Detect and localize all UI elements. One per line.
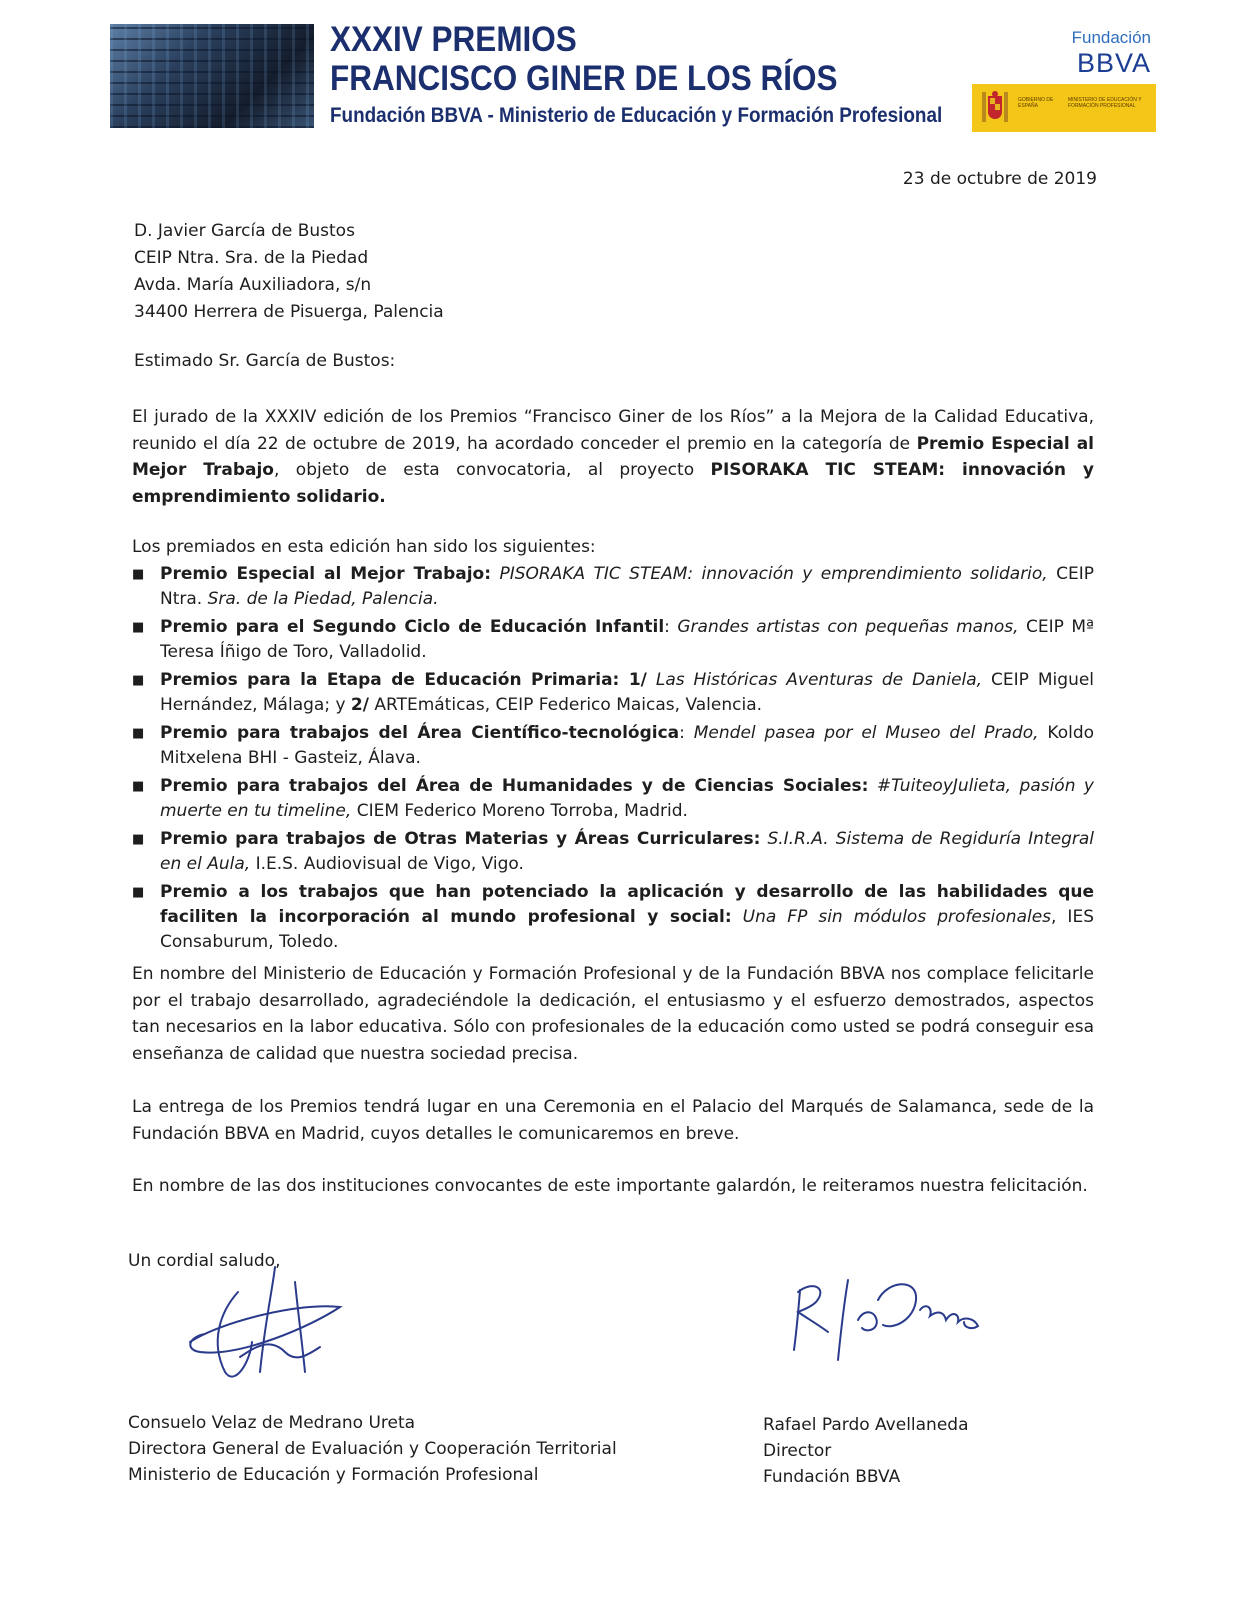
award-category: Premio para trabajos de Otras Materias y Áreas Curriculares: <box>160 829 761 849</box>
award-school-2: ARTEmáticas, CEIP Federico Maicas, Valencia. <box>374 695 763 715</box>
ministerio-text: MINISTERIO DE EDUCACIÓN Y FORMACIÓN PROFESIONAL <box>1068 97 1142 109</box>
intro-paragraph <box>132 404 1094 510</box>
award-project: Las Históricas Aventuras de Daniela, <box>655 670 983 690</box>
recipient-address <box>134 218 444 326</box>
address-line: CEIP Ntra. Sra. de la Piedad <box>134 248 369 268</box>
fundacion-label: Fundación <box>1071 28 1151 47</box>
list-item <box>132 615 1094 665</box>
closing-greeting: Un cordial saludo, <box>128 1251 281 1271</box>
signer-right <box>763 1412 969 1490</box>
ceremony-paragraph: La entrega de los Premios tendrá lugar en una Ceremonia en el Palacio del Marqués de Salamanca, sede de la Fundación BBVA en Madrid, cuyos detalles le comunicaremos en breve. <box>132 1097 1094 1144</box>
gobierno-espana-logo <box>972 84 1156 132</box>
list-item <box>132 668 1094 718</box>
address-line: Avda. María Auxiliadora, s/n <box>134 275 372 295</box>
award-project: S.I.R.A. Sistema de Regiduría Integral en el Aula, <box>160 829 1094 874</box>
award-school-italic: Sra. de la Piedad, Palencia. <box>207 589 439 609</box>
bullet-icon: ■ <box>132 673 145 688</box>
awards-list-intro: Los premiados en esta edición han sido los siguientes: <box>132 537 596 557</box>
award-school: CIEM Federico Moreno Torroba, Madrid. <box>356 801 688 821</box>
award-school: CEIP Mª Teresa Íñigo de Toro, Valladolid. <box>160 617 1094 662</box>
award-category: Premio para el Segundo Ciclo de Educación Infantil <box>160 617 665 637</box>
award-number: 2/ <box>350 695 369 715</box>
award-school: CEIP Ntra. <box>160 564 1095 609</box>
coat-of-arms-icon <box>978 88 1012 128</box>
closing-paragraph: En nombre de las dos instituciones convocantes de este importante galardón, le reiteramos nuestra felicitación. <box>132 1176 1088 1196</box>
award-school: , IES Consaburum, Toledo. <box>160 907 1094 952</box>
address-line: D. Javier García de Bustos <box>134 221 355 241</box>
bullet-icon: ■ <box>132 620 145 635</box>
award-category: Premio a los trabajos que han potenciado la aplicación y desarrollo de las habilidades que faciliten la incorporación al mundo profesional y social: <box>160 882 1094 927</box>
award-project: PISORAKA TIC STEAM: innovación y emprendimiento solidario, <box>499 564 1048 584</box>
list-item <box>132 721 1094 771</box>
award-school: CEIP Miguel Hernández, Málaga; y <box>160 670 1095 715</box>
signer-left <box>128 1410 617 1488</box>
award-project: Mendel pasea por el Museo del Prado, <box>693 723 1039 743</box>
intro-bold-category: Premio Especial al Mejor Trabajo <box>132 433 1094 480</box>
award-project: #TuiteoyJulieta, pasión y muerte en tu timeline, <box>160 776 1094 821</box>
bullet-icon: ■ <box>132 779 145 794</box>
signer-name: Rafael Pardo Avellaneda <box>763 1415 969 1435</box>
fundacion-bbva-logo <box>1072 28 1151 78</box>
award-title-line-1: XXXIV PREMIOS <box>330 20 577 59</box>
signature-left <box>180 1262 350 1392</box>
award-subtitle: Fundación BBVA - Ministerio de Educación y Formación Profesional <box>330 104 943 127</box>
award-category: Premios para la Etapa de Educación Primaria: 1/ <box>160 670 647 690</box>
intro-bold-project: PISORAKA TIC STEAM: innovación y emprendimiento solidario. <box>132 460 1094 507</box>
letter-date: 23 de octubre de 2019 <box>902 169 1097 189</box>
award-project: Una FP sin módulos profesionales <box>742 907 1052 927</box>
signer-role: Director <box>763 1441 832 1461</box>
award-project: Grandes artistas con pequeñas manos, <box>677 617 1019 637</box>
award-title-line-2: FRANCISCO GINER DE LOS RÍOS <box>330 59 838 98</box>
list-item <box>132 880 1094 955</box>
header-banner-image <box>110 24 314 128</box>
salutation: Estimado Sr. García de Bustos: <box>134 351 396 371</box>
signer-org: Fundación BBVA <box>763 1467 901 1487</box>
bullet-icon: ■ <box>132 726 145 741</box>
awards-list <box>132 562 1094 958</box>
signer-org: Ministerio de Educación y Formación Profesional <box>128 1465 539 1485</box>
award-category: Premio para trabajos del Área Científico-tecnológica <box>160 723 680 743</box>
award-school: Koldo Mitxelena BHI - Gasteiz, Álava. <box>160 723 1095 768</box>
signature-right <box>788 1270 988 1370</box>
gobierno-text: GOBIERNO DE ESPAÑA <box>1018 97 1054 109</box>
award-school: I.E.S. Audiovisual de Vigo, Vigo. <box>255 854 524 874</box>
bullet-icon: ■ <box>132 567 145 582</box>
award-colon: : <box>679 723 685 743</box>
bbva-label: BBVA <box>1076 48 1151 78</box>
signer-name: Consuelo Velaz de Medrano Ureta <box>128 1413 416 1433</box>
intro-text: , objeto de esta convocatoria, al proyecto <box>273 460 711 480</box>
bullet-icon: ■ <box>132 832 145 847</box>
intro-text: El jurado de la XXXIV edición de los Premios “Francisco Giner de los Ríos” a la Mejora de la Calidad Educativa, reunido el día 22 de octubre de 2019, ha acordado conceder el premio en la categoría de <box>132 407 1094 454</box>
list-item <box>132 562 1094 612</box>
congratulation-paragraph: En nombre del Ministerio de Educación y Formación Profesional y de la Fundación BBVA nos complace felicitarle por el trabajo desarrollado, agradeciéndole la dedicación, el entusiasmo y el esfuerzo demostrados, aspectos tan necesarios en la labor educativa. Sólo con profesionales de la educación como usted se podrá conseguir esa enseñanza de calidad que nuestra sociedad precisa. <box>132 964 1094 1064</box>
signer-role: Directora General de Evaluación y Cooperación Territorial <box>128 1439 617 1459</box>
address-line: 34400 Herrera de Pisuerga, Palencia <box>134 302 444 322</box>
award-category: Premio Especial al Mejor Trabajo: <box>160 564 492 584</box>
award-colon: : <box>664 617 670 637</box>
list-item <box>132 774 1094 824</box>
list-item <box>132 827 1094 877</box>
award-title <box>330 20 894 98</box>
bullet-icon: ■ <box>132 885 145 900</box>
award-category: Premio para trabajos del Área de Humanidades y de Ciencias Sociales: <box>160 776 869 796</box>
